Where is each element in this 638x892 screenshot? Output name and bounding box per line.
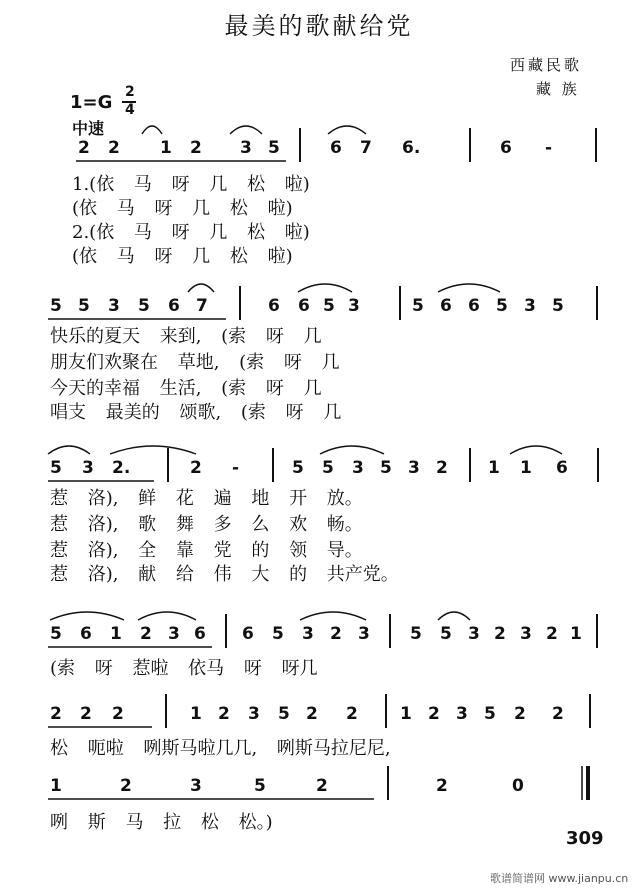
note: 2.: [112, 458, 131, 478]
slur: [138, 612, 196, 620]
note: 7: [360, 138, 372, 158]
note: 6: [194, 624, 206, 644]
note: 1: [400, 704, 412, 724]
note: 5: [322, 458, 334, 478]
note: 2: [316, 776, 328, 796]
note: 2: [514, 704, 526, 724]
time-signature-denominator: 4: [125, 102, 135, 118]
note: 2: [78, 138, 90, 158]
note: 6: [298, 296, 310, 316]
note: 5: [272, 624, 284, 644]
note: 2: [346, 704, 358, 724]
note: 2: [428, 704, 440, 724]
note: 5: [50, 624, 62, 644]
note: 5: [78, 296, 90, 316]
note: 5: [50, 458, 62, 478]
lyric-line: (依 马 呀 几 松 啦): [72, 246, 293, 267]
song-title: 最美的歌献给党: [224, 12, 414, 40]
lyric-line: 咧 斯 马 拉 松 松。): [50, 812, 273, 833]
slur: [298, 284, 352, 292]
slur: [320, 446, 384, 454]
tempo-marking: 中速: [72, 119, 105, 138]
note: -: [232, 458, 240, 478]
watermark: 歌谱简谱网 www.jianpu.cn: [490, 872, 629, 885]
note: 3: [108, 296, 120, 316]
note: 2: [436, 776, 448, 796]
lyric-line: 惹 洛), 献 给 伟 大 的 共产党。: [50, 564, 399, 585]
note: 3: [82, 458, 94, 478]
note: 1: [520, 458, 532, 478]
note: 3: [168, 624, 180, 644]
note: 2: [190, 138, 202, 158]
note: 2: [546, 624, 558, 644]
note: -: [545, 138, 553, 158]
note: 1: [488, 458, 500, 478]
key-signature: 1=G: [70, 92, 113, 113]
origin-credit: 西藏民歌: [510, 56, 583, 74]
note: 6: [468, 296, 480, 316]
note: 6: [80, 624, 92, 644]
note: 2: [218, 704, 230, 724]
note: 5: [50, 296, 62, 316]
note: 5: [292, 458, 304, 478]
note: 2: [306, 704, 318, 724]
note: 3: [524, 296, 536, 316]
note: 5: [484, 704, 496, 724]
note: 3: [348, 296, 360, 316]
note: 3: [520, 624, 532, 644]
note: 2: [112, 704, 124, 724]
lyric-line: 今天的幸福 生活, (索 呀 几: [50, 378, 322, 399]
note: 6: [242, 624, 254, 644]
note: 5: [268, 138, 280, 158]
lyric-line: 唱支 最美的 颂歌, (索 呀 几: [50, 402, 342, 423]
note: 6: [168, 296, 180, 316]
slur: [328, 126, 366, 134]
note: 5: [323, 296, 335, 316]
note: 2: [120, 776, 132, 796]
slur: [300, 612, 366, 620]
note: 7: [196, 296, 208, 316]
lyric-line: 朋友们欢聚在 草地, (索 呀 几: [50, 352, 340, 373]
note: 3: [190, 776, 202, 796]
note: 3: [468, 624, 480, 644]
note: 5: [496, 296, 508, 316]
note: 2: [108, 138, 120, 158]
note: 5: [138, 296, 150, 316]
slur: [50, 612, 124, 620]
lyric-line: 2.(依 马 呀 几 松 啦): [72, 222, 310, 243]
note: 2: [436, 458, 448, 478]
lyric-line: 惹 洛), 歌 舞 多 么 欢 畅。: [50, 514, 363, 535]
page-number: 309: [566, 828, 604, 849]
note: 5: [380, 458, 392, 478]
note: 3: [302, 624, 314, 644]
note: 1: [160, 138, 172, 158]
slur: [110, 446, 196, 454]
slur: [188, 284, 214, 292]
lyric-line: 松 呃啦 咧斯马啦几几, 咧斯马拉尼尼,: [50, 738, 391, 759]
note: 2: [50, 704, 62, 724]
note: 2: [190, 458, 202, 478]
note: 6: [440, 296, 452, 316]
note: 3: [358, 624, 370, 644]
slur: [230, 126, 262, 134]
note: 5: [440, 624, 452, 644]
slur: [48, 446, 90, 454]
note: 5: [278, 704, 290, 724]
note: 2: [494, 624, 506, 644]
lyric-line: 惹 洛), 全 靠 党 的 领 导。: [50, 540, 363, 561]
note: 3: [456, 704, 468, 724]
note: 6: [268, 296, 280, 316]
slur: [438, 284, 500, 292]
note: 6.: [402, 138, 421, 158]
time-signature-numerator: 2: [125, 84, 135, 100]
lyric-line: 1.(依 马 呀 几 松 啦): [72, 174, 310, 195]
note: 6: [500, 138, 512, 158]
slur: [438, 612, 470, 620]
note: 3: [408, 458, 420, 478]
note: 2: [80, 704, 92, 724]
note: 1: [50, 776, 62, 796]
note: 5: [552, 296, 564, 316]
slur: [142, 126, 162, 134]
slur: [510, 446, 562, 454]
note: 5: [410, 624, 422, 644]
lyric-line: (依 马 呀 几 松 啦): [72, 198, 293, 219]
lyric-line: (索 呀 惹啦 依马 呀 呀几: [50, 658, 318, 679]
note: 3: [240, 138, 252, 158]
note: 3: [352, 458, 364, 478]
note: 2: [140, 624, 152, 644]
note: 2: [552, 704, 564, 724]
note: 1: [190, 704, 202, 724]
note: 6: [556, 458, 568, 478]
note: 2: [330, 624, 342, 644]
note: 3: [248, 704, 260, 724]
ethnicity-credit: 藏 族: [536, 80, 580, 98]
lyric-line: 快乐的夏天 来到, (索 呀 几: [50, 326, 322, 347]
note: 1: [110, 624, 122, 644]
lyric-line: 惹 洛), 鲜 花 遍 地 开 放。: [50, 488, 363, 509]
note: 0: [512, 776, 524, 796]
note: 5: [412, 296, 424, 316]
note: 5: [254, 776, 266, 796]
note: 6: [330, 138, 342, 158]
note: 1: [570, 624, 582, 644]
